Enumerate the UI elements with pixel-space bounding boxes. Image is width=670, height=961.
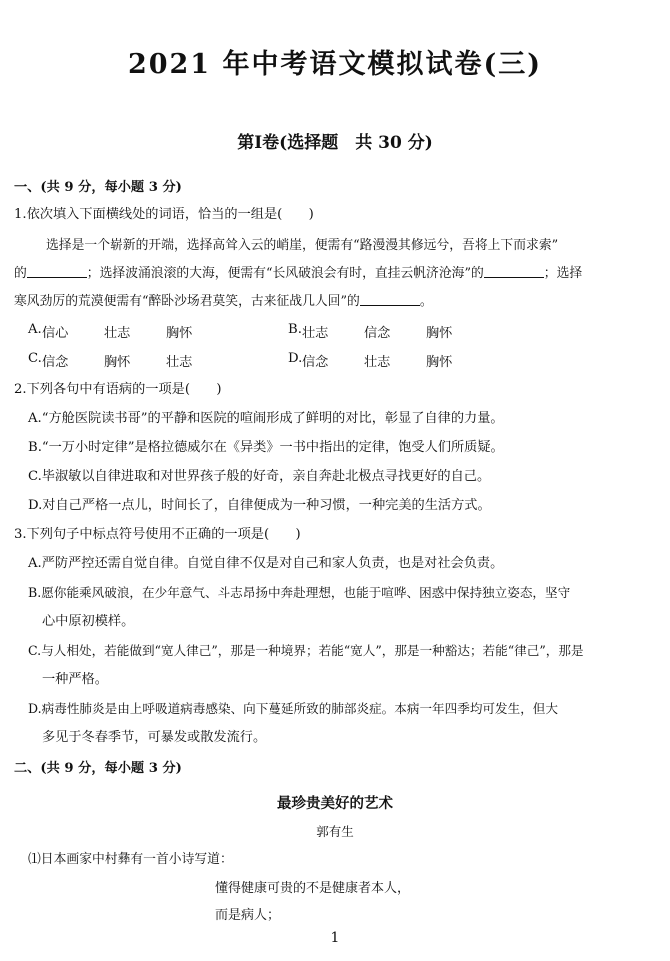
article-author: 郭有生 [316, 824, 354, 839]
answer-blank [484, 265, 544, 278]
exam-page: 2021 年中考语文模拟试卷(三) 第Ⅰ卷(选择题 共 30 分) 一、(共 9 分，每小题 3 分) 1.依次填入下面横线处的词语，恰当的一组是( ) 选择是一个崭新的开端，选择高耸入云的峭崖，便需有“路漫漫其修远兮，吾将上下而求索” 的 ；选择波涌浪滚的大海，便需有“长风破浪会有时，直挂云帆济沧海”的 ；选择 寒风劲厉的荒漠便需有“醉卧沙场君莫笑，古来征战几人回”的 。 A. 信心 壮志 胸怀 B. 壮志 信念 胸怀 C. 信念 胸怀 壮志 D. 信念 壮志 胸怀 2.下列各句中有语病的一项是( ) A.“方舱医院读书哥”的平静和医院的喧闹形成了鲜明的对比，彰显了自律的力量。 B.“一万小时定律”是格拉德威尔在《异类》一书中指出的定律，饱受人们所质疑。 C.毕淑敏以自律进取和对世界孩子般的好奇，亲自奔赴北极点寻找更好的自己。 D.对自己严格一点儿，时间长了，自律便成为一种习惯，一种完美的生活方式。 3.下列句子中标点符号使用不正确的一项是( ) A.严防严控还需自觉自律。自觉自律不仅是对自己和家人负责，也是对社会负责。 B.愿你能乘风破浪，在少年意气、斗志昂扬中奔赴理想，也能于喧哗、困惑中保持独立姿态，坚守 心中原初模样。 C.与人相处，若能做到“宽人律己”，那是一种境界；若能“宽人”，那是一种豁达；若能“律己”，那是 一种严格。 D.病毒性肺炎是由上呼吸道病毒感染、向下蔓延所致的肺部炎症。本病一年四季均可发生，但大 多见于冬春季节，可暴发或散发流行。 二、(共 9 分，每小题 3 分) 最珍贵美好的艺术 郭有生 ⑴日本画家中村彝有一首小诗写道： 懂得健康可贵的不是健康者本人， 而是病人； 1 [0, 0, 670, 961]
q3-option-b-cont: 心中原初模样。 [42, 614, 135, 629]
q1-passage-line2 [14, 264, 658, 284]
q1-passage-text: 的 [14, 266, 27, 281]
exam-title: 2021 年中考语文模拟试卷(三) [127, 49, 543, 80]
q3-option-d-cont: 多见于冬春季节，可暴发或散发流行。 [42, 730, 267, 745]
page-number: 1 [330, 930, 340, 946]
q1-passage-line3 [14, 292, 658, 312]
article-title: 最珍贵美好的艺术 [277, 795, 393, 812]
answer-blank [27, 265, 87, 278]
q2-option-a: A.“方舱医院读书哥”的平静和医院的喧闹形成了鲜明的对比，彰显了自律的力量。 [28, 411, 504, 426]
part2-label: 二、(共 9 分，每小题 3 分) [14, 761, 182, 776]
poem-line-1: 懂得健康可贵的不是健康者本人， [215, 881, 411, 896]
poem-line-2: 而是病人； [215, 908, 281, 923]
q2-option-d: D.对自己严格一点儿，时间长了，自律便成为一种习惯，一种完美的生活方式。 [28, 498, 491, 513]
q1-stem: 1.依次填入下面横线处的词语，恰当的一组是( ) [14, 207, 314, 222]
q2-option-c: C.毕淑敏以自律进取和对世界孩子般的好奇，亲自奔赴北极点寻找更好的自己。 [28, 469, 491, 484]
q3-option-c: C.与人相处，若能做到“宽人律己”，那是一种境界；若能“宽人”，那是一种豁达；若能“律己”，那是 [28, 643, 584, 658]
section-heading: 第Ⅰ卷(选择题 共 30 分) [237, 133, 433, 153]
q3-option-a: A.严防严控还需自觉自律。自觉自律不仅是对自己和家人负责，也是对社会负责。 [28, 556, 504, 571]
q1-passage-line1: 选择是一个崭新的开端，选择高耸入云的峭崖，便需有“路漫漫其修远兮，吾将上下而求索” [46, 238, 559, 253]
q1-passage-text: ；选择波涌浪滚的大海，便需有“长风破浪会有时，直挂云帆济沧海”的 [86, 266, 484, 281]
answer-blank [360, 293, 420, 306]
q2-option-b: B.“一万小时定律”是格拉德威尔在《异类》一书中指出的定律，饱受人们所质疑。 [28, 440, 504, 455]
q3-option-b: B.愿你能乘风破浪，在少年意气、斗志昂扬中奔赴理想，也能于喧哗、困惑中保持独立姿态，坚守 [28, 585, 571, 600]
part1-label: 一、(共 9 分，每小题 3 分) [14, 180, 182, 195]
q2-stem: 2.下列各句中有语病的一项是( ) [14, 382, 222, 397]
q3-option-c-cont: 一种严格。 [42, 672, 108, 687]
q3-stem: 3.下列句子中标点符号使用不正确的一项是( ) [14, 527, 301, 542]
q1-passage-text: ；选择 [543, 266, 583, 281]
q1-passage-text: 寒风劲厉的荒漠便需有“醉卧沙场君莫笑，古来征战几人回”的 [14, 294, 360, 309]
q3-option-d: D.病毒性肺炎是由上呼吸道病毒感染、向下蔓延所致的肺部炎症。本病一年四季均可发生，但大 [28, 701, 558, 716]
q1-passage-text: 。 [419, 294, 433, 309]
article-paragraph-1: ⑴日本画家中村彝有一首小诗写道： [28, 852, 233, 867]
